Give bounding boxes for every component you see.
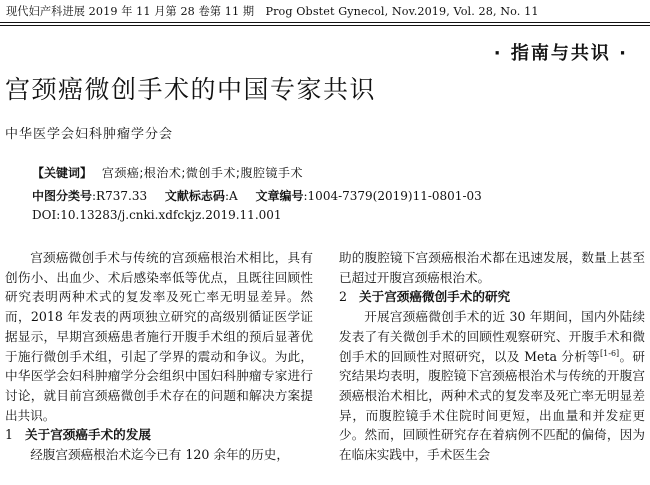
intro-paragraph: 宫颈癌微创手术与传统的宫颈癌根治术相比，具有创伤小、出血少、术后感染率低等优点，且既往回顾性研究表明两种术式的复发率及死亡率无明显差异。然而，2018 年发表的两项独立研究的高级别循证医学证据显示，早期宫颈癌患者施行开腹手术组的预后显著优于施行微创手术组，引起了学界的震动和争议。为此，中华医学会妇科肿瘤学分会组织中国妇科肿瘤专家进行讨论，就目前宫颈癌微创手术存在的问题和解决方案提出共识。	[5, 250, 313, 423]
citation-ref: [1-6]	[600, 348, 620, 358]
section-title-1: 关于宫颈癌手术的发展	[25, 427, 151, 443]
section2-text-b: 。研究结果均表明，腹腔镜下宫颈癌根治术与传统的开腹宫颈癌根治术相比，两种术式的复发率及死亡率无明显差异，而腹腔镜手术住院时间更短，出血量和并发症更少。然而，回顾性研究存在着病例不匹配的偏倚，因为在临床实践中，手术医生会	[339, 348, 645, 463]
section2-paragraph	[339, 307, 645, 465]
article-title: 宫颈癌微创手术的中国专家共识	[5, 75, 377, 104]
author-organization: 中华医学会妇科肿瘤学分会	[5, 127, 174, 142]
keywords-value: 宫颈癌;根治术;微创手术;腹腔镜手术	[101, 166, 303, 180]
right-column	[339, 248, 645, 465]
article-number-value: :1004-7379(2019)11-0801-03	[303, 189, 482, 203]
section-number-1: 1	[5, 427, 14, 443]
doc-code-label: 文献标志码	[164, 189, 225, 203]
article-number-label: 文章编号	[255, 189, 304, 203]
doc-code-value: :A	[224, 189, 238, 203]
journal-header: 现代妇产科进展 2019 年 11 月第 28 卷第 11 期 Prog Obstet Gynecol, Nov.2019, Vol. 28, No. 11	[6, 5, 539, 18]
header-rule	[0, 22, 650, 23]
section-heading-1	[5, 425, 313, 445]
section-tag: · 指南与共识 ·	[493, 43, 628, 64]
classification-value: :R737.33	[92, 189, 148, 203]
keywords-label: 【关键词】	[32, 166, 93, 180]
header-rule-thin	[0, 25, 650, 26]
section2-text-a: 开展宫颈癌微创手术的近 30 年期间，国内外陆续发表了有关微创手术的回顾性观察研究、开腹手术和微创手术的回顾性对照研究，以及 Meta 分析等	[339, 309, 645, 364]
section-number-2: 2	[339, 289, 348, 305]
keywords-line	[32, 164, 303, 181]
doi-line: DOI:10.13283/j.cnki.xdfckjz.2019.11.001	[32, 208, 282, 222]
section-title-2: 关于宫颈癌微创手术的研究	[359, 289, 511, 305]
section1-paragraph: 经腹宫颈癌根治术迄今已有 120 余年的历史，	[30, 447, 289, 463]
section-heading-2	[339, 287, 645, 307]
left-column	[5, 248, 313, 465]
classification-line	[32, 187, 482, 204]
continued-paragraph: 助的腹腔镜下宫颈癌根治术都在迅速发展，数量上甚至已超过开腹宫颈癌根治术。	[339, 250, 645, 285]
classification-label: 中图分类号	[32, 189, 93, 203]
